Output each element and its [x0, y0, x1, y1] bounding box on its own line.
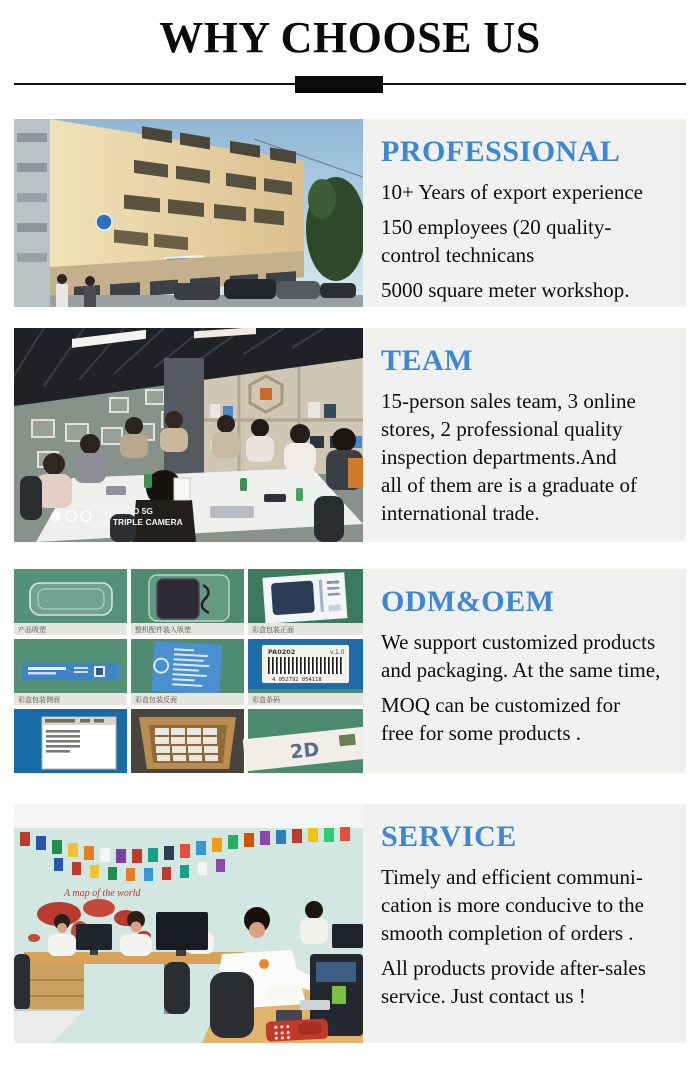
service-text-panel — [363, 804, 686, 1043]
watermark-line2: AI TRIPLE CAMERA — [102, 517, 183, 527]
cell-screen — [14, 709, 127, 773]
body-line: and packaging. At the same time, — [381, 658, 661, 682]
team-text-panel — [363, 328, 686, 542]
divider-center-block — [295, 76, 383, 93]
cell-label: 整机配件装入吸塑 — [135, 626, 191, 634]
cell-carton — [131, 709, 244, 773]
barcode-code: PA0202 — [268, 648, 296, 656]
office-photo — [14, 804, 363, 1043]
body-line: service. Just contact us ! — [381, 984, 586, 1008]
section-heading: TEAM — [381, 344, 473, 377]
cell-box-front — [248, 569, 363, 635]
cell-blister — [14, 569, 127, 635]
barcode-digits: 4 052792 054118 — [272, 677, 322, 683]
cell-label: 彩盒包装正面 — [252, 626, 294, 634]
odm-oem-text-panel — [363, 569, 686, 773]
body-line: inspection departments.And — [381, 445, 617, 469]
cell-label: 彩盒条码 — [252, 696, 280, 704]
body-line: smooth completion of orders . — [381, 921, 634, 945]
body-line: cation is more conducive to the — [381, 893, 645, 917]
section-heading: SERVICE — [381, 820, 517, 853]
cell-box-side — [14, 639, 127, 705]
body-line: control technicans — [381, 243, 535, 267]
body-line: 10+ Years of export experience — [381, 180, 644, 204]
section-heading: ODM&OEM — [381, 585, 555, 618]
section-odm-oem — [14, 569, 686, 773]
page-title: WHY CHOOSE US — [159, 13, 541, 62]
body-line: stores, 2 professional quality — [381, 417, 623, 441]
body-line: Timely and efficient communi- — [381, 865, 643, 889]
box-2d-text: 2D — [289, 738, 321, 764]
section-team — [14, 328, 686, 542]
body-line: free for some products . — [381, 721, 582, 745]
body-line: 5000 square meter workshop. — [381, 278, 630, 302]
section-service — [14, 804, 686, 1043]
body-line: MOQ can be customized for — [381, 693, 621, 717]
cell-label: 产品吸塑 — [18, 626, 46, 634]
body-line: international trade. — [381, 501, 540, 525]
professional-text-panel — [363, 119, 686, 307]
barcode-version: v.1.0 — [330, 649, 345, 656]
cell-label: 彩盒包装反面 — [135, 696, 177, 704]
header — [0, 0, 700, 94]
body-line: 15-person sales team, 3 online — [381, 389, 636, 413]
watermark-line1: MI 9 PRO 5G — [102, 506, 154, 516]
body-line: All products provide after-sales — [381, 956, 646, 980]
cell-barcode — [248, 639, 363, 705]
neighbor-building — [14, 119, 50, 307]
cell-label: 彩盒包装侧面 — [18, 696, 60, 704]
round-sign — [96, 214, 112, 230]
team-meeting-photo — [14, 328, 363, 542]
cell-box-back — [131, 639, 244, 705]
section-heading: PROFESSIONAL — [381, 135, 621, 168]
body-line: all of them are is a graduate of — [381, 473, 637, 497]
cell-2d-box — [243, 709, 363, 773]
title-divider — [14, 76, 686, 94]
cell-device-blister — [131, 569, 244, 635]
map-caption: A map of the world — [64, 888, 141, 899]
body-line: 150 employees (20 quality- — [381, 215, 612, 239]
factory-building-photo — [14, 119, 363, 307]
section-professional — [14, 119, 686, 307]
packaging-grid-photo — [14, 569, 363, 773]
body-line: We support customized products — [381, 630, 656, 654]
office-ceiling — [14, 804, 363, 828]
